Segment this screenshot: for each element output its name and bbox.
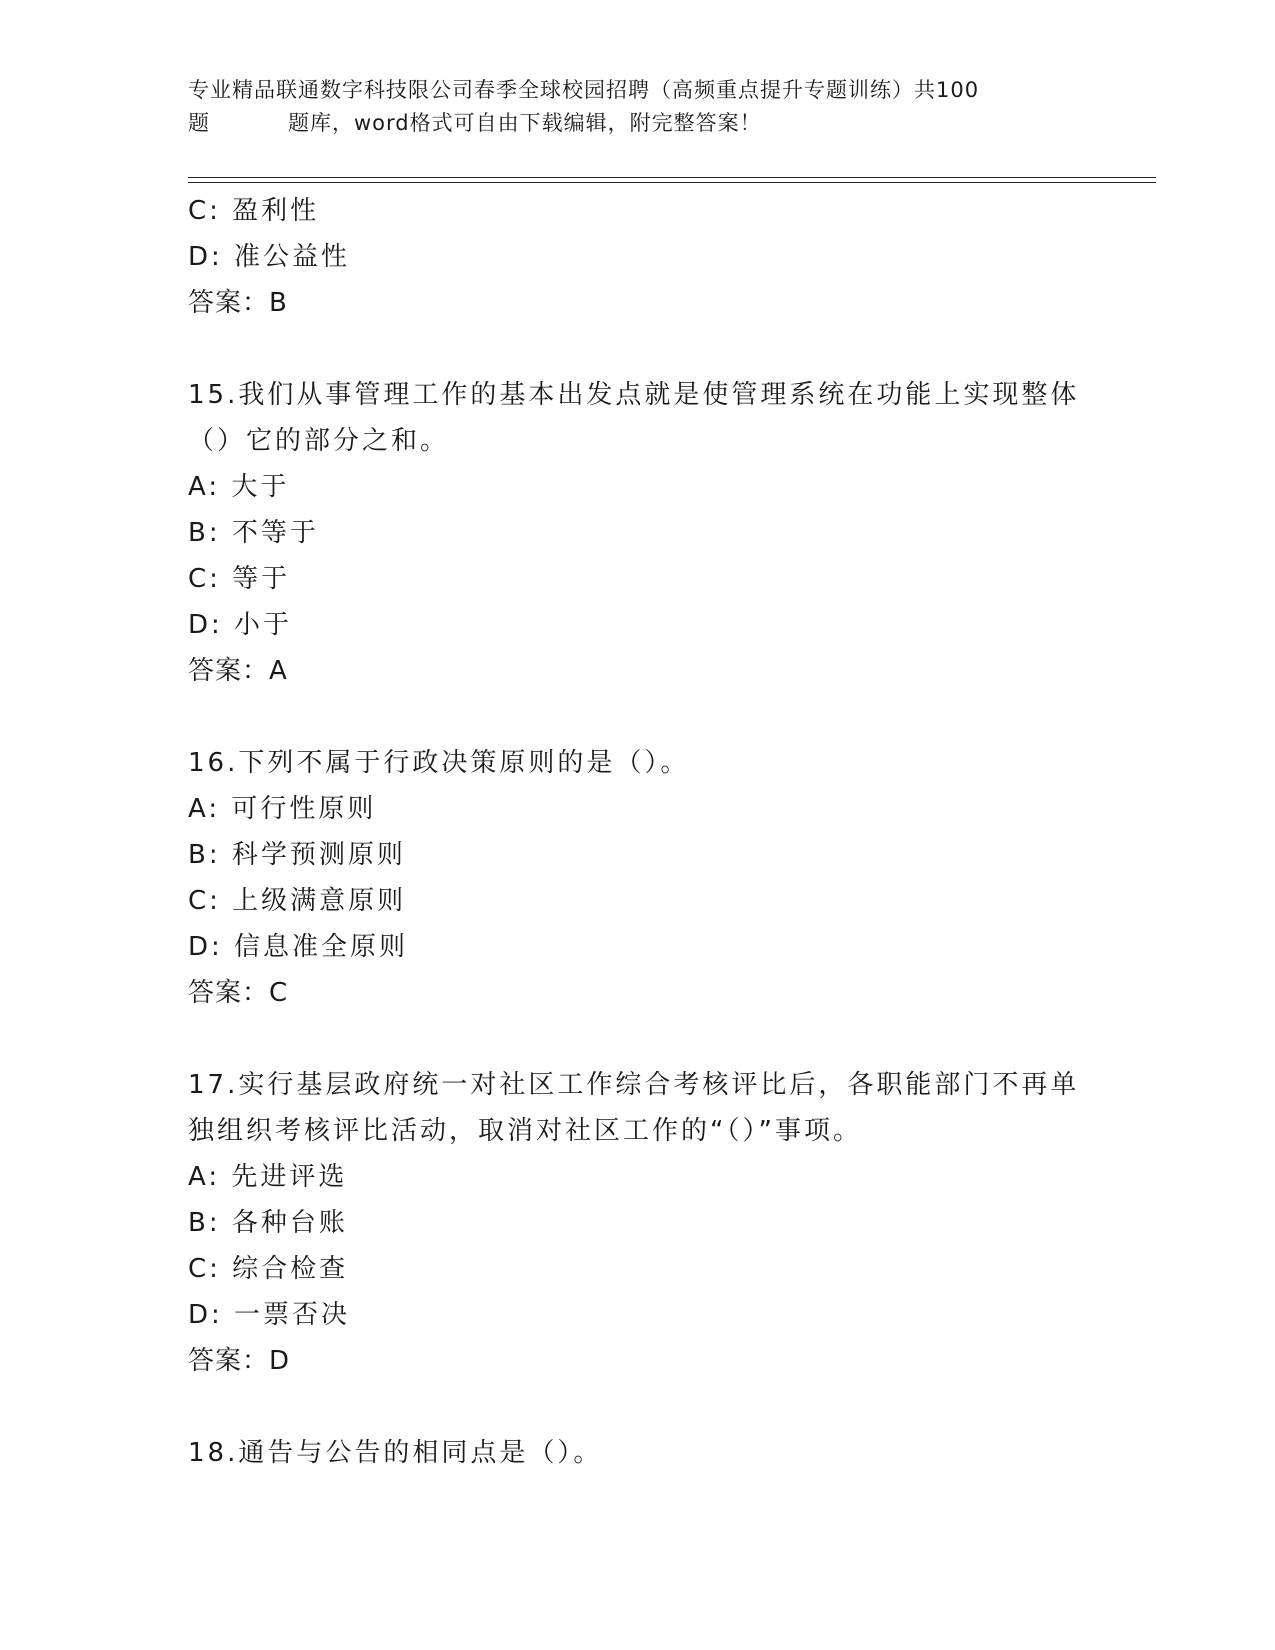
answer-line: 答案：A	[188, 656, 288, 686]
option-b: B: 不等于	[188, 518, 319, 548]
question-stem: 18.通告与公告的相同点是（）。	[188, 1438, 603, 1468]
option-d: D: 准公益性	[188, 242, 351, 272]
question-stem: 17.实行基层政府统一对社区工作综合考核评比后，各职能部门不再单	[188, 1070, 1080, 1100]
question-stem: 独组织考核评比活动，取消对社区工作的“（）”事项。	[188, 1116, 862, 1146]
spacer	[188, 1384, 1088, 1430]
spacer	[188, 326, 1088, 372]
header-divider-bottom	[188, 182, 1156, 183]
option-d: D: 信息准全原则	[188, 932, 409, 962]
question-stem: （）它的部分之和。	[188, 426, 450, 456]
header-title-line2: 题 题库，word格式可自由下载编辑，附完整答案！	[188, 111, 762, 135]
spacer	[188, 694, 1088, 740]
document-body	[188, 188, 1088, 1476]
option-a: A: 可行性原则	[188, 794, 377, 824]
answer-line: 答案：D	[188, 1346, 291, 1376]
option-c: C: 等于	[188, 564, 291, 594]
answer-line: 答案：C	[188, 978, 289, 1008]
spacer	[188, 1016, 1088, 1062]
option-d: D: 一票否决	[188, 1300, 351, 1330]
header-divider-top	[188, 177, 1156, 178]
option-b: B: 科学预测原则	[188, 840, 406, 870]
option-b: B: 各种台账	[188, 1208, 348, 1238]
option-a: A: 大于	[188, 472, 290, 502]
header-title-line1: 专业精品联通数字科技限公司春季全球校园招聘（高频重点提升专题训练）共100	[188, 78, 980, 102]
option-c: C: 综合检查	[188, 1254, 349, 1284]
question-block-15	[188, 372, 1088, 694]
question-block-17	[188, 1062, 1088, 1384]
question-block-16	[188, 740, 1088, 1016]
answer-line: 答案：B	[188, 288, 288, 318]
question-block-18	[188, 1430, 1088, 1476]
question-stem: 16.下列不属于行政决策原则的是（）。	[188, 748, 690, 778]
option-c: C: 盈利性	[188, 196, 320, 226]
question-block-14	[188, 188, 1088, 326]
option-a: A: 先进评选	[188, 1162, 348, 1192]
question-stem: 15.我们从事管理工作的基本出发点就是使管理系统在功能上实现整体	[188, 380, 1080, 410]
option-c: C: 上级满意原则	[188, 886, 407, 916]
option-d: D: 小于	[188, 610, 293, 640]
page-header	[188, 74, 1088, 140]
